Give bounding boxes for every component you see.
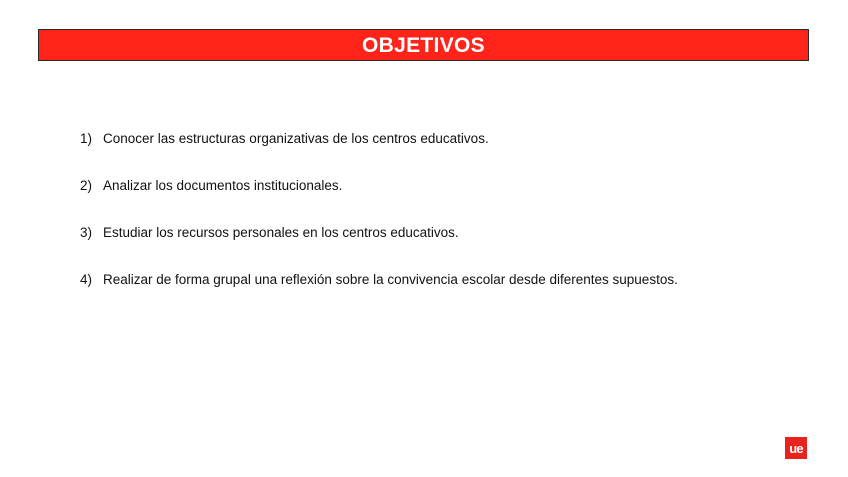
- list-item-number: 4): [80, 272, 93, 287]
- page-title: OBJETIVOS: [362, 34, 485, 57]
- list-item: [80, 224, 760, 241]
- list-item-text: Realizar de forma grupal una reflexión sobre la convivencia escolar desde diferentes supuestos.: [103, 272, 678, 287]
- list-item-number: 3): [80, 225, 93, 240]
- list-item: [80, 271, 760, 288]
- list-item: [80, 130, 760, 147]
- title-banner: [38, 29, 809, 61]
- list-item-number: 2): [80, 178, 93, 193]
- list-item-text: Analizar los documentos institucionales.: [103, 178, 343, 193]
- list-item-number: 1): [80, 131, 93, 146]
- list-item-text: Estudiar los recursos personales en los centros educativos.: [103, 225, 459, 240]
- list-item: [80, 177, 760, 194]
- ue-logo: [785, 437, 807, 459]
- logo-text: ue: [789, 440, 803, 456]
- list-item-text: Conocer las estructuras organizativas de los centros educativos.: [103, 131, 489, 146]
- objectives-list: [80, 130, 760, 318]
